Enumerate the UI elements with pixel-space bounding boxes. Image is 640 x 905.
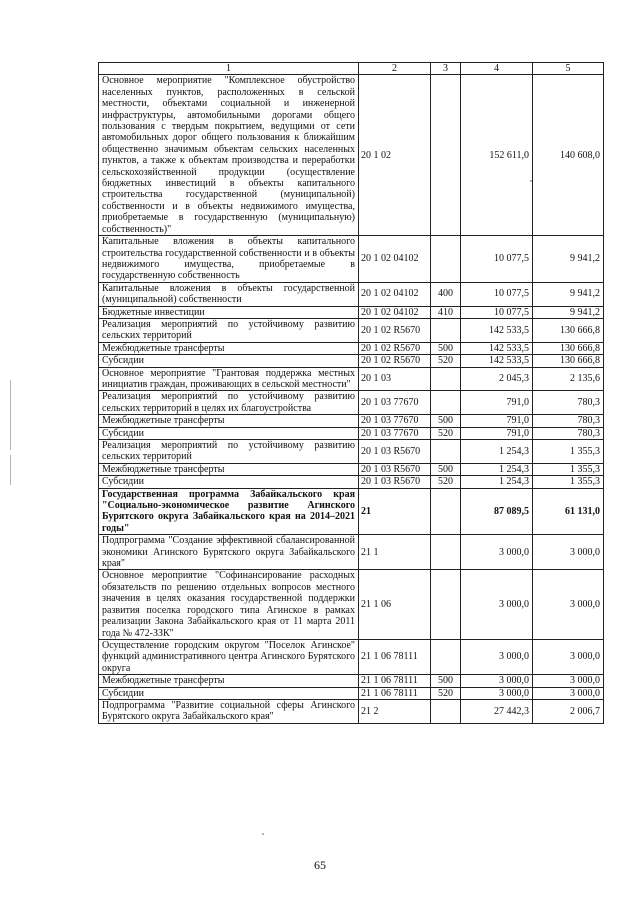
table-row	[99, 306, 604, 318]
row-sum-2-cell: 3 000,0	[533, 639, 604, 674]
row-sum-2-cell: 3 000,0	[533, 687, 604, 699]
row-expense-type-cell: 520	[431, 355, 461, 367]
row-code-cell: 20 1 03	[359, 367, 431, 391]
row-expense-type-cell	[431, 570, 461, 639]
row-sum-1-cell: 1 254,3	[461, 476, 533, 488]
row-expense-type-cell	[431, 699, 461, 723]
table-header-row	[99, 63, 604, 75]
table-row	[99, 476, 604, 488]
budget-table	[98, 62, 604, 724]
row-name-cell: Субсидии	[99, 476, 359, 488]
row-code-cell: 20 1 02 04102	[359, 236, 431, 283]
row-name-cell: Бюджетные инвестиции	[99, 306, 359, 318]
table-row	[99, 463, 604, 475]
row-sum-1-cell: 1 254,3	[461, 440, 533, 464]
row-expense-type-cell	[431, 391, 461, 415]
table-row	[99, 675, 604, 687]
row-sum-2-cell: 780,3	[533, 415, 604, 427]
table-row	[99, 427, 604, 439]
row-expense-type-cell: 520	[431, 687, 461, 699]
row-sum-2-cell: 3 000,0	[533, 570, 604, 639]
row-sum-1-cell: 10 077,5	[461, 282, 533, 306]
row-name-cell: Капитальные вложения в объекты государственной (муниципальной) собственности	[99, 282, 359, 306]
row-expense-type-cell	[431, 488, 461, 535]
row-name-cell: Межбюджетные трансферты	[99, 342, 359, 354]
table-row	[99, 488, 604, 535]
row-sum-1-cell: 3 000,0	[461, 675, 533, 687]
header-col-3: 3	[431, 63, 461, 75]
row-sum-1-cell: 791,0	[461, 415, 533, 427]
row-code-cell: 20 1 03 R5670	[359, 463, 431, 475]
row-sum-2-cell: 2 006,7	[533, 699, 604, 723]
scan-edge-mark	[10, 455, 11, 485]
table-row	[99, 282, 604, 306]
row-sum-2-cell: 3 000,0	[533, 535, 604, 570]
row-code-cell: 20 1 03 R5670	[359, 440, 431, 464]
row-expense-type-cell	[431, 535, 461, 570]
table-row	[99, 355, 604, 367]
row-sum-2-cell: 780,3	[533, 427, 604, 439]
row-code-cell: 20 1 02 04102	[359, 282, 431, 306]
row-code-cell: 20 1 02 R5670	[359, 355, 431, 367]
row-expense-type-cell: 520	[431, 476, 461, 488]
budget-table-body	[99, 63, 604, 724]
row-expense-type-cell: 500	[431, 415, 461, 427]
row-expense-type-cell: 400	[431, 282, 461, 306]
row-sum-1-cell: 3 000,0	[461, 570, 533, 639]
row-code-cell: 20 1 03 R5670	[359, 476, 431, 488]
row-sum-2-cell: 130 666,8	[533, 318, 604, 342]
row-name-cell: Государственная программа Забайкальского края "Социально-экономическое развитие Агинского Бурятского округа Забайкальского края на 2014–2021 годы"	[99, 488, 359, 535]
row-expense-type-cell	[431, 75, 461, 236]
row-sum-2-cell: 130 666,8	[533, 342, 604, 354]
table-row	[99, 440, 604, 464]
table-row	[99, 699, 604, 723]
row-code-cell: 20 1 02 R5670	[359, 342, 431, 354]
row-sum-1-cell: 87 089,5	[461, 488, 533, 535]
row-sum-2-cell: 130 666,8	[533, 355, 604, 367]
row-sum-2-cell: 780,3	[533, 391, 604, 415]
row-expense-type-cell	[431, 236, 461, 283]
row-sum-2-cell: 9 941,2	[533, 306, 604, 318]
row-sum-1-cell: 791,0	[461, 391, 533, 415]
row-sum-1-cell: 142 533,5	[461, 342, 533, 354]
row-sum-1-cell: 3 000,0	[461, 639, 533, 674]
row-name-cell: Межбюджетные трансферты	[99, 675, 359, 687]
table-row	[99, 75, 604, 236]
row-sum-2-cell: 9 941,2	[533, 236, 604, 283]
row-sum-1-cell: 142 533,5	[461, 318, 533, 342]
table-row	[99, 342, 604, 354]
row-sum-2-cell: 140 608,0	[533, 75, 604, 236]
row-sum-2-cell: 9 941,2	[533, 282, 604, 306]
row-expense-type-cell: 410	[431, 306, 461, 318]
header-col-1: 1	[99, 63, 359, 75]
row-code-cell: 20 1 03 77670	[359, 427, 431, 439]
row-name-cell: Субсидии	[99, 687, 359, 699]
row-expense-type-cell: 500	[431, 342, 461, 354]
row-expense-type-cell	[431, 318, 461, 342]
table-row	[99, 318, 604, 342]
row-sum-2-cell: 1 355,3	[533, 440, 604, 464]
table-row	[99, 570, 604, 639]
row-expense-type-cell	[431, 639, 461, 674]
row-code-cell: 21 1 06	[359, 570, 431, 639]
table-row	[99, 535, 604, 570]
row-name-cell: Основное мероприятие "Комплексное обустройство населенных пунктов, расположенных в сельской местности, объектами социальной и инженерной инфраструктуры, автомобильными дорогами общего пользования с твердым покрытием, ведущими от сети автомобильных дорог общего пользования к ближайшим общественно значимым объектам сельских населенных пунктов, а также к объектам производства и переработки сельскохозяйственной продукции (осуществление бюджетных инвестиций в объекты капитального строительства государственной (муниципальной) собственности и в объекты недвижимого имущества, приобретаемые в государственную (муниципальную) собственность)"	[99, 75, 359, 236]
scan-edge-mark	[10, 380, 11, 450]
row-code-cell: 20 1 03 77670	[359, 415, 431, 427]
table-row	[99, 391, 604, 415]
row-name-cell: Подпрограмма "Развитие социальной сферы Агинского Бурятского округа Забайкальского края"	[99, 699, 359, 723]
table-row	[99, 236, 604, 283]
header-col-4: 4	[461, 63, 533, 75]
row-sum-1-cell: 10 077,5	[461, 306, 533, 318]
row-code-cell: 21 1	[359, 535, 431, 570]
row-code-cell: 20 1 02 R5670	[359, 318, 431, 342]
row-name-cell: Субсидии	[99, 427, 359, 439]
table-row	[99, 639, 604, 674]
row-name-cell: Основное мероприятие "Софинансирование расходных обязательств по решению отдельных вопросов местного значения в целях оказания государственной поддержки развития поселка городского типа Агинское в рамках реализации Закона Забайкальского края от 11 марта 2011 года № 472-ЗЗК"	[99, 570, 359, 639]
row-code-cell: 21 1 06 78111	[359, 675, 431, 687]
row-sum-1-cell: 27 442,3	[461, 699, 533, 723]
row-sum-1-cell: 2 045,3	[461, 367, 533, 391]
header-col-5: 5	[533, 63, 604, 75]
row-name-cell: Межбюджетные трансферты	[99, 415, 359, 427]
row-sum-2-cell: 1 355,3	[533, 463, 604, 475]
row-code-cell: 21 1 06 78111	[359, 639, 431, 674]
row-sum-2-cell: 61 131,0	[533, 488, 604, 535]
row-sum-1-cell: 152 611,0	[461, 75, 533, 236]
row-code-cell: 21	[359, 488, 431, 535]
row-name-cell: Субсидии	[99, 355, 359, 367]
row-name-cell: Межбюджетные трансферты	[99, 463, 359, 475]
row-name-cell: Подпрограмма "Создание эффективной сбалансированной экономики Агинского Бурятского округа Забайкальского края"	[99, 535, 359, 570]
row-code-cell: 21 1 06 78111	[359, 687, 431, 699]
row-expense-type-cell: 520	[431, 427, 461, 439]
row-sum-1-cell: 3 000,0	[461, 535, 533, 570]
header-col-2: 2	[359, 63, 431, 75]
row-name-cell: Реализация мероприятий по устойчивому развитию сельских территорий	[99, 440, 359, 464]
row-name-cell: Реализация мероприятий по устойчивому развитию сельских территорий в целях их благоустройства	[99, 391, 359, 415]
row-name-cell: Основное мероприятие "Грантовая поддержка местных инициатив граждан, проживающих в сельской местности"	[99, 367, 359, 391]
scan-speck	[262, 833, 264, 835]
row-name-cell: Осуществление городским округом "Поселок Агинское" функций административного центра Агинского Бурятского округа	[99, 639, 359, 674]
row-sum-2-cell: 3 000,0	[533, 675, 604, 687]
row-expense-type-cell	[431, 440, 461, 464]
row-sum-1-cell: 142 533,5	[461, 355, 533, 367]
row-expense-type-cell: 500	[431, 675, 461, 687]
row-code-cell: 21 2	[359, 699, 431, 723]
row-sum-1-cell: 791,0	[461, 427, 533, 439]
row-name-cell: Реализация мероприятий по устойчивому развитию сельских территорий	[99, 318, 359, 342]
row-sum-2-cell: 1 355,3	[533, 476, 604, 488]
row-sum-1-cell: 1 254,3	[461, 463, 533, 475]
row-sum-1-cell: 3 000,0	[461, 687, 533, 699]
table-row	[99, 687, 604, 699]
table-row	[99, 367, 604, 391]
page-number: 65	[314, 858, 326, 872]
row-sum-2-cell: 2 135,6	[533, 367, 604, 391]
row-name-cell: Капитальные вложения в объекты капитального строительства государственной собственности и в объекты недвижимого имущества, приобретаемые в государственную собственность	[99, 236, 359, 283]
table-row	[99, 415, 604, 427]
row-expense-type-cell: 500	[431, 463, 461, 475]
row-sum-1-cell: 10 077,5	[461, 236, 533, 283]
row-code-cell: 20 1 02	[359, 75, 431, 236]
row-expense-type-cell	[431, 367, 461, 391]
row-code-cell: 20 1 03 77670	[359, 391, 431, 415]
row-code-cell: 20 1 02 04102	[359, 306, 431, 318]
